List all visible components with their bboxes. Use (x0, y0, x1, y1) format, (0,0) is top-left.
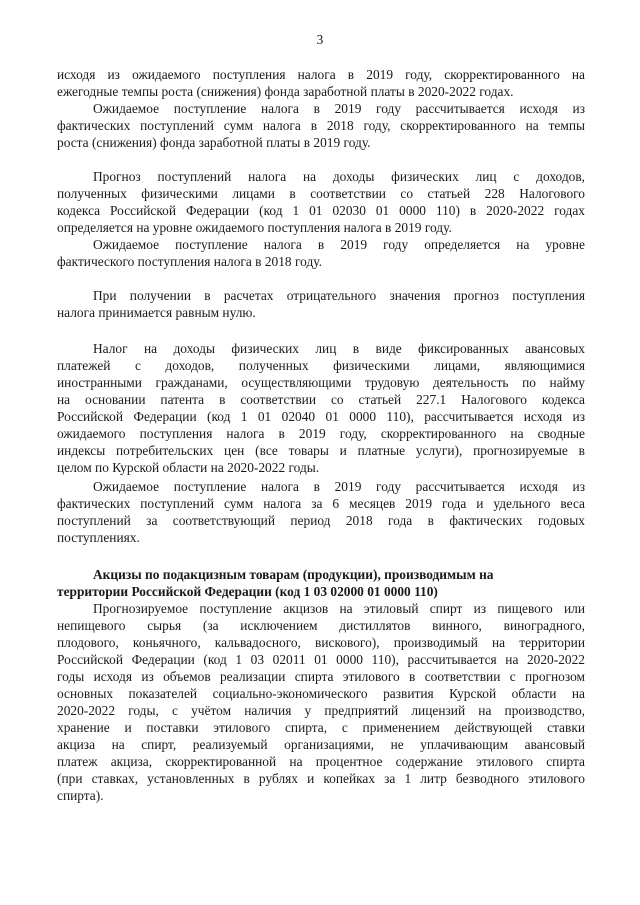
text-line: иностранными гражданами, осуществляющими трудовую деятельность по найму (57, 375, 585, 390)
text-line: акциза на спирт, реализуемый организациями, не уплачивающим авансовый (57, 737, 585, 752)
text-line: кодекса Российской Федерации (код 1 01 02030 01 0000 110) в 2020-2022 годах (57, 203, 585, 218)
text-line: спирта). (57, 788, 104, 803)
text-line: фактических поступлений сумм налога за 6 месяцев 2019 года и удельного веса (57, 496, 585, 511)
text-line: определяется на уровне ожидаемого поступления налога в 2019 году. (57, 220, 452, 235)
text-line: платежей с доходов, полученных физическими лицами, являющимися (57, 358, 585, 373)
text-line: индексы потребительских цен (все товары и платные услуги), прогнозируемые в (57, 443, 585, 458)
text-line: ежегодные темпы роста (снижения) фонда заработной платы в 2020-2022 годах. (57, 84, 514, 99)
text-line: на основании патента в соответствии со статьей 227.1 Налогового кодекса (57, 392, 585, 407)
text-line: хранение и поставки этилового спирта, с применением действующей ставки (57, 720, 585, 735)
text-line: 2020-2022 годы, с учётом наличия у предприятий лицензий на производство, (57, 703, 585, 718)
text-line: основных показателей социально-экономического развития Курской области на (57, 686, 585, 701)
text-line: полученных физическими лицами в соответствии со статьей 228 Налогового (57, 186, 585, 201)
text-line: фактических поступлений сумм налога в 2018 году, скорректированного на темпы (57, 118, 585, 133)
text-line: целом по Курской области на 2020-2022 годы. (57, 460, 320, 475)
text-line: исходя из ожидаемого поступления налога в 2019 году, скорректированного на (57, 67, 585, 82)
text-line: непищевого сырья (за исключением дистиллятов винного, виноградного, (57, 618, 585, 633)
text-line: Прогноз поступлений налога на доходы физических лиц с доходов, (93, 169, 585, 184)
text-line: Налог на доходы физических лиц в виде фиксированных авансовых (93, 341, 585, 356)
text-line: Прогнозируемое поступление акцизов на этиловый спирт из пищевого или (93, 601, 585, 616)
text-line: роста (снижения) фонда заработной платы в 2019 году. (57, 135, 371, 150)
text-line: Российской Федерации (код 1 01 02040 01 0000 110), рассчитывается исходя из (57, 409, 585, 424)
text-line: платеж акциза, скорректированной на процентное содержание этилового спирта (57, 754, 585, 769)
text-line: Ожидаемое поступление налога в 2019 году рассчитывается исходя из (93, 101, 585, 116)
text-line: Российской Федерации (код 1 03 02011 01 0000 110), рассчитывается на 2020-2022 (57, 652, 585, 667)
text-line: ожидаемого поступления налога в 2019 году, скорректированного на сводные (57, 426, 585, 441)
text-line: поступлениях. (57, 530, 140, 545)
section-heading: Акцизы по подакцизным товарам (продукции), производимым на (93, 567, 494, 582)
text-line: фактического поступления налога в 2018 году. (57, 254, 322, 269)
text-line: годы исходя из объемов реализации спирта этилового в соответствии с прогнозом (57, 669, 585, 684)
text-line: налога принимается равным нулю. (57, 305, 256, 320)
section-heading: территории Российской Федерации (код 1 03 02000 01 0000 110) (57, 584, 438, 599)
page-number: 3 (316, 32, 324, 47)
text-line: При получении в расчетах отрицательного значения прогноз поступления (93, 288, 585, 303)
text-line: Ожидаемое поступление налога в 2019 году определяется на уровне (93, 237, 585, 252)
text-line: плодового, коньячного, кальвадосного, вискового), производимый на территории (57, 635, 585, 650)
text-line: Ожидаемое поступление налога в 2019 году рассчитывается исходя из (93, 479, 585, 494)
text-line: поступлений за соответствующий период 2018 года в фактических годовых (57, 513, 585, 528)
text-line: (при ставках, установленных в рублях и копейках за 1 литр безводного этилового (57, 771, 585, 786)
